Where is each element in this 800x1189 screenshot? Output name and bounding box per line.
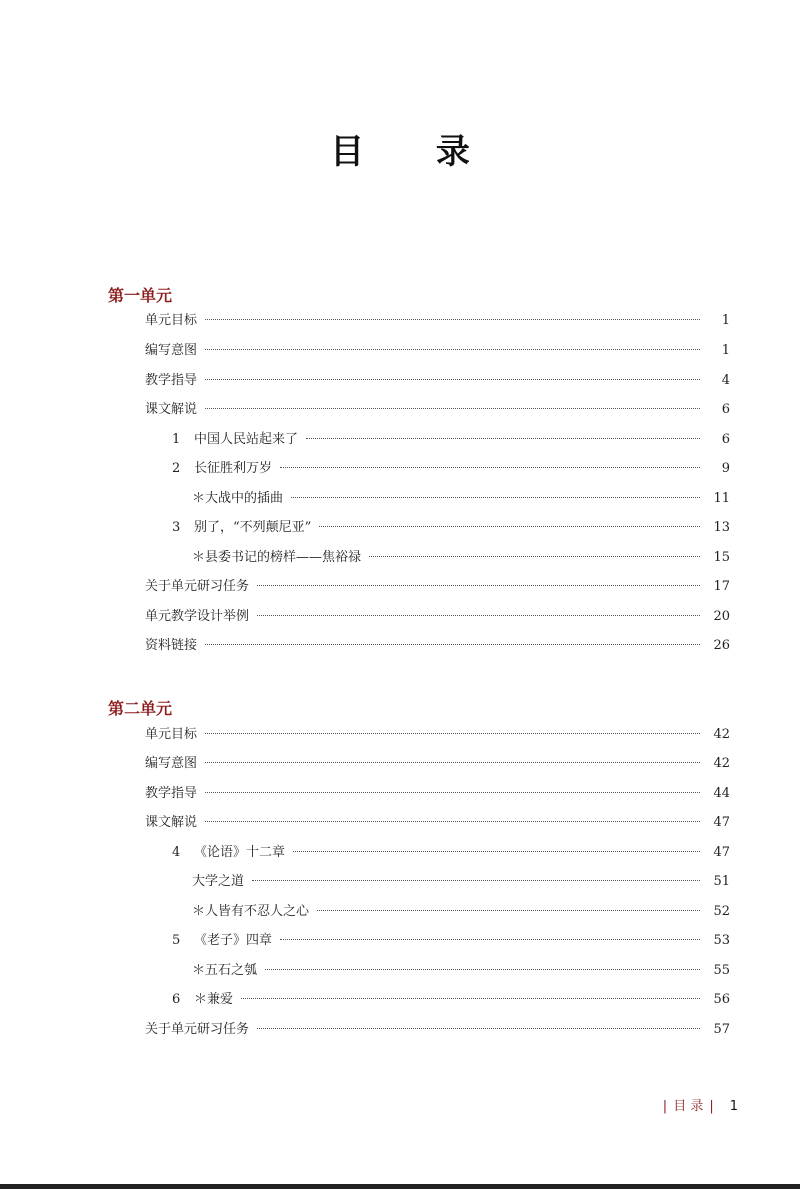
toc-entry[interactable] bbox=[172, 516, 730, 538]
toc-entry[interactable] bbox=[145, 605, 730, 627]
toc-entry[interactable] bbox=[172, 929, 730, 951]
chapter-number: 1 bbox=[172, 432, 181, 447]
entry-title: 关于单元研习任务 bbox=[145, 579, 250, 594]
toc-entry[interactable] bbox=[145, 398, 730, 420]
toc-entry[interactable] bbox=[145, 339, 730, 361]
dot-leader bbox=[205, 733, 700, 734]
entry-title: 编写意图 bbox=[145, 343, 198, 358]
entry-page: 42 bbox=[713, 727, 730, 742]
dot-leader bbox=[205, 762, 700, 763]
entry-page: 42 bbox=[713, 756, 730, 771]
toc-entry[interactable] bbox=[192, 870, 730, 892]
entry-page: 47 bbox=[713, 815, 730, 830]
dot-leader bbox=[280, 467, 700, 468]
toc-entry[interactable] bbox=[145, 309, 730, 331]
entry-page: 26 bbox=[713, 638, 730, 653]
entry-title: ＊大战中的插曲 bbox=[192, 491, 284, 506]
toc-entry[interactable] bbox=[172, 988, 730, 1010]
entry-title: 《老子》四章 bbox=[194, 933, 273, 948]
dot-leader bbox=[241, 998, 700, 999]
dot-leader bbox=[317, 910, 700, 911]
dot-leader bbox=[205, 644, 700, 645]
chapter-number: 2 bbox=[172, 461, 181, 476]
entry-page: 47 bbox=[713, 845, 730, 860]
entry-page: 11 bbox=[713, 491, 730, 506]
toc-entry[interactable] bbox=[192, 959, 730, 981]
entry-page: 53 bbox=[713, 933, 730, 948]
entry-page: 6 bbox=[721, 402, 730, 417]
toc-entry[interactable] bbox=[192, 546, 730, 568]
entry-page: 17 bbox=[713, 579, 730, 594]
dot-leader bbox=[205, 349, 700, 350]
entry-page: 57 bbox=[713, 1022, 730, 1037]
entry-page: 4 bbox=[721, 373, 730, 388]
dot-leader bbox=[257, 1028, 700, 1029]
toc-entry[interactable] bbox=[172, 457, 730, 479]
entry-title: 课文解说 bbox=[145, 402, 198, 417]
dot-leader bbox=[280, 939, 700, 940]
toc-entry[interactable] bbox=[172, 841, 730, 863]
entry-title: 编写意图 bbox=[145, 756, 198, 771]
dot-leader bbox=[205, 821, 700, 822]
toc-entry[interactable] bbox=[192, 487, 730, 509]
entry-page: 44 bbox=[713, 786, 730, 801]
entry-page: 20 bbox=[713, 609, 730, 624]
entry-title: ＊五石之瓠 bbox=[192, 963, 258, 978]
entry-title: 教学指导 bbox=[145, 786, 198, 801]
chapter-number: 6 bbox=[172, 992, 181, 1007]
toc-entry[interactable] bbox=[192, 900, 730, 922]
toc-entry[interactable] bbox=[145, 575, 730, 597]
dot-leader bbox=[369, 556, 700, 557]
footer-divider: | bbox=[662, 1099, 668, 1114]
dot-leader bbox=[265, 969, 700, 970]
toc-entry[interactable] bbox=[145, 782, 730, 804]
entry-title: 课文解说 bbox=[145, 815, 198, 830]
entry-page: 13 bbox=[713, 520, 730, 535]
entry-title: ＊人皆有不忍人之心 bbox=[192, 904, 310, 919]
toc-entry[interactable] bbox=[145, 811, 730, 833]
dot-leader bbox=[291, 497, 700, 498]
entry-page: 6 bbox=[721, 432, 730, 447]
entry-title: ＊县委书记的榜样——焦裕禄 bbox=[192, 550, 362, 565]
entry-title: 单元教学设计举例 bbox=[145, 609, 250, 624]
chapter-number: 5 bbox=[172, 933, 181, 948]
dot-leader bbox=[257, 615, 700, 616]
dot-leader bbox=[205, 408, 700, 409]
dot-leader bbox=[319, 526, 700, 527]
page-footer bbox=[657, 1095, 738, 1114]
toc-entry[interactable] bbox=[145, 634, 730, 656]
entry-title: 《论语》十二章 bbox=[194, 845, 286, 860]
entry-title: 中国人民站起来了 bbox=[194, 432, 299, 447]
scan-edge bbox=[0, 1184, 800, 1189]
entry-title: ＊兼爱 bbox=[194, 992, 234, 1007]
page-title: 目 录 bbox=[330, 132, 500, 172]
dot-leader bbox=[205, 792, 700, 793]
entry-page: 51 bbox=[713, 874, 730, 889]
footer-page-number: 1 bbox=[729, 1099, 738, 1114]
chapter-number: 3 bbox=[172, 520, 181, 535]
entry-title: 长征胜利万岁 bbox=[194, 461, 273, 476]
entry-title: 教学指导 bbox=[145, 373, 198, 388]
unit-heading-2: 第二单元 bbox=[108, 699, 173, 718]
toc-entry[interactable] bbox=[145, 369, 730, 391]
footer-section: 目 录 bbox=[673, 1099, 704, 1114]
entry-page: 56 bbox=[713, 992, 730, 1007]
dot-leader bbox=[205, 319, 700, 320]
entry-page: 55 bbox=[713, 963, 730, 978]
toc-entry[interactable] bbox=[145, 723, 730, 745]
entry-title: 别了，“不列颠尼亚” bbox=[194, 520, 312, 535]
entry-page: 52 bbox=[713, 904, 730, 919]
entry-title: 资料链接 bbox=[145, 638, 198, 653]
entry-title: 单元目标 bbox=[145, 727, 198, 742]
footer-divider: | bbox=[709, 1099, 714, 1114]
chapter-number: 4 bbox=[172, 845, 181, 860]
toc-entry[interactable] bbox=[145, 1018, 730, 1040]
dot-leader bbox=[257, 585, 700, 586]
entry-page: 15 bbox=[713, 550, 730, 565]
dot-leader bbox=[293, 851, 700, 852]
dot-leader bbox=[306, 438, 700, 439]
unit-heading-1: 第一单元 bbox=[108, 286, 173, 305]
entry-page: 9 bbox=[721, 461, 730, 476]
entry-title: 关于单元研习任务 bbox=[145, 1022, 250, 1037]
entry-page: 1 bbox=[721, 313, 730, 328]
dot-leader bbox=[252, 880, 700, 881]
entry-title: 大学之道 bbox=[192, 874, 245, 889]
entry-page: 1 bbox=[721, 343, 730, 358]
toc-entry[interactable] bbox=[145, 752, 730, 774]
toc-entry[interactable] bbox=[172, 428, 730, 450]
entry-title: 单元目标 bbox=[145, 313, 198, 328]
dot-leader bbox=[205, 379, 700, 380]
